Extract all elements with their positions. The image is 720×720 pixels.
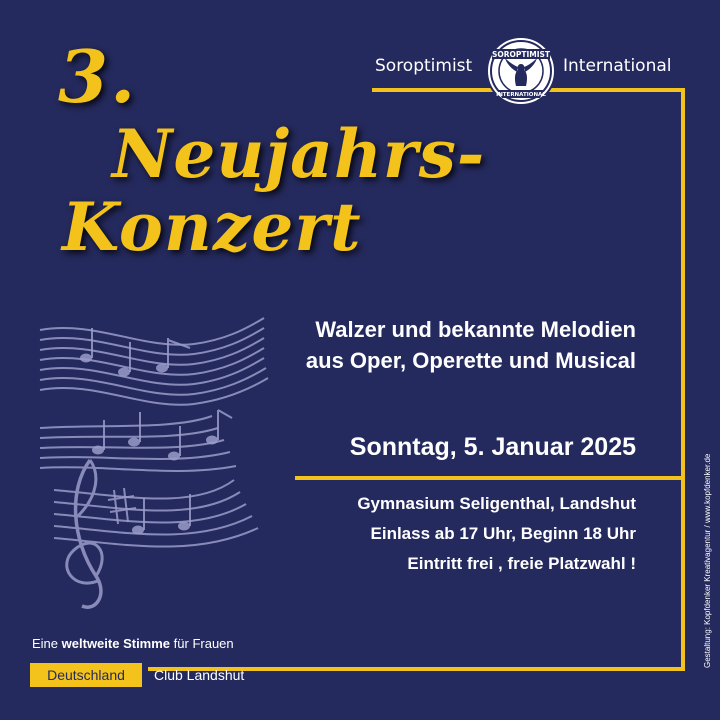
slogan-suffix: für Frauen bbox=[173, 636, 234, 651]
soroptimist-emblem-icon bbox=[484, 34, 558, 108]
frame-right-line bbox=[681, 88, 685, 671]
org-name-left: Soroptimist bbox=[375, 56, 473, 76]
design-credit: Gestaltung: Kopfdenker Kreativagentur / www.kopfdenker.de bbox=[703, 453, 712, 668]
event-date: Sonntag, 5. Januar 2025 bbox=[349, 433, 636, 461]
detail-venue: Gymnasium Seligenthal, Landshut bbox=[357, 494, 636, 513]
subtitle-line-1: Walzer und bekannte Melodien bbox=[315, 317, 636, 342]
event-details bbox=[246, 489, 636, 579]
emblem-bottom-text: INTERNATIONAL bbox=[496, 92, 546, 98]
club-label: Club Landshut bbox=[154, 667, 245, 683]
slogan-prefix: Eine bbox=[32, 636, 59, 651]
title-number: 3. bbox=[58, 34, 138, 119]
title-line-1: Neujahrs- bbox=[112, 115, 486, 193]
concert-subtitle bbox=[206, 314, 636, 376]
org-name-right: International bbox=[563, 56, 672, 76]
detail-admission: Eintritt frei , freie Platzwahl ! bbox=[407, 554, 636, 573]
subtitle-line-2: aus Oper, Operette und Musical bbox=[305, 348, 636, 373]
title-line-2: Konzert bbox=[62, 188, 362, 266]
emblem-top-text: SOROPTIMIST bbox=[491, 50, 551, 59]
country-label: Deutschland bbox=[47, 667, 125, 683]
slogan-bold: weltweite Stimme bbox=[61, 636, 171, 651]
detail-time: Einlass ab 17 Uhr, Beginn 18 Uhr bbox=[370, 524, 636, 543]
slogan bbox=[32, 636, 234, 651]
date-underline bbox=[295, 476, 685, 480]
